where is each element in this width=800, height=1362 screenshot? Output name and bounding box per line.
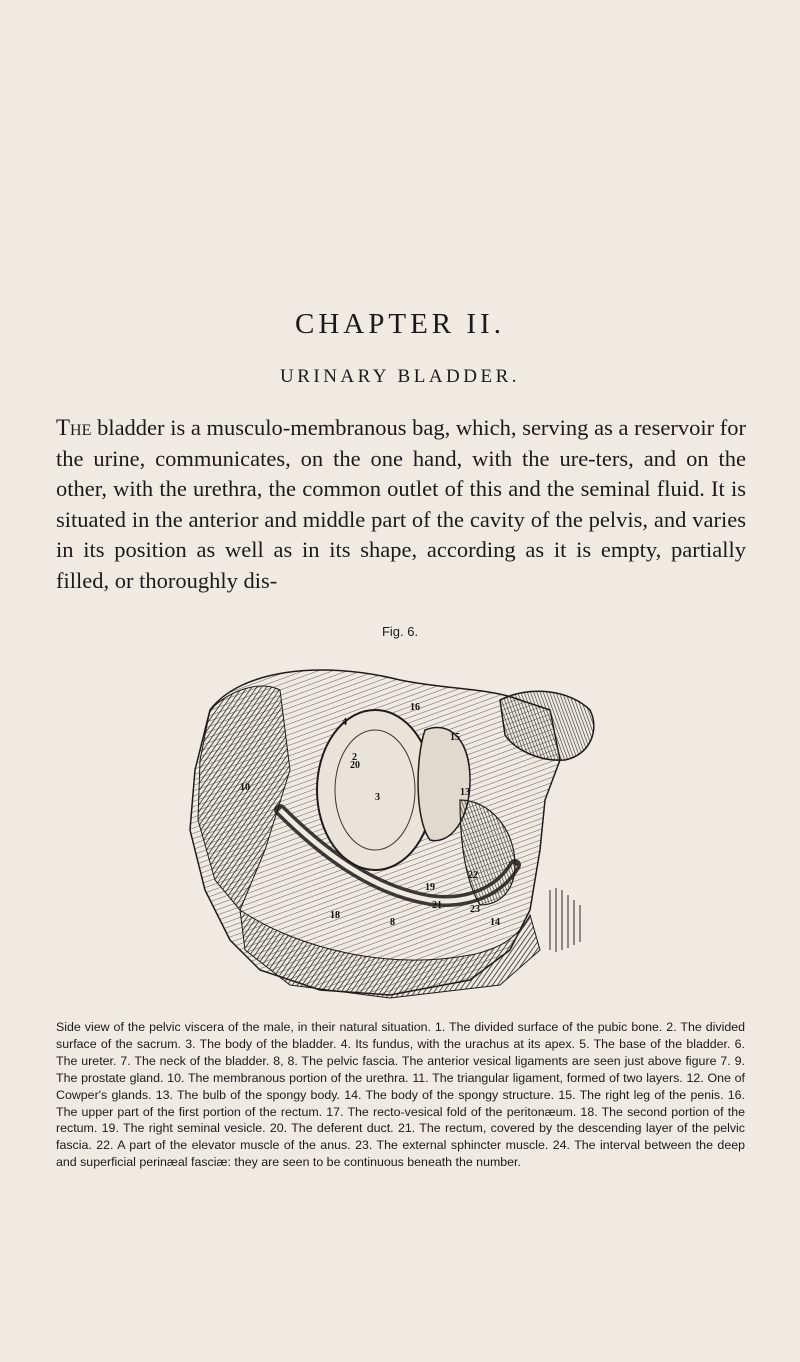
fig-number: 8 — [390, 917, 395, 928]
fig-number: 2 — [352, 752, 357, 763]
fig-number: 20 — [350, 760, 360, 771]
figure-label: Fig. 6. — [381, 624, 419, 639]
fig-number: 21 — [432, 900, 442, 911]
bladder-body — [317, 710, 433, 870]
fig-number: 15 — [450, 732, 460, 743]
fig-number: 19 — [425, 882, 435, 893]
fig-number: 13 — [460, 787, 470, 798]
chapter-heading: CHAPTER II. — [295, 308, 505, 340]
chapter-title: URINARY BLADDER. — [279, 366, 521, 387]
muscle-fibers — [550, 888, 580, 952]
lead-word: The — [56, 415, 92, 440]
fig-number: 14 — [490, 917, 500, 928]
fig-number: 16 — [410, 702, 420, 713]
fig-number: 10 — [240, 782, 250, 793]
fig-number: 3 — [375, 792, 380, 803]
fig-number: 4 — [342, 717, 347, 728]
fig-number: 22 — [468, 870, 478, 881]
anatomical-illustration — [170, 650, 610, 1005]
body-paragraph — [56, 413, 746, 596]
figure-caption: Side view of the pelvic viscera of the male, in their natural situation. 1. The divided surface of the pubic bone. 2. The divided surface of the sacrum. 3. The body of the bladder. 4. Its fundus, with the urachus at its apex. 5. The base of the bladder. 6. The ureter. 7. The neck of the bladder. 8, 8. The pelvic fascia. The anterior vesical ligaments are seen just above figure 7. 9. The prostate gland. 10. The membranous portion of the urethra. 11. The triangular ligament, formed of two layers. 12. One of Cowper's glands. 13. The bulb of the spongy body. 14. The body of the spongy structure. 15. The right leg of the penis. 16. The upper part of the first portion of the rectum. 17. The recto-vesical fold of the peritonæum. 18. The second portion of the rectum. 19. The right seminal vesicle. 20. The deferent duct. 21. The rectum, covered by the descending layer of the pelvic fascia. 22. A part of the elevator muscle of the anus. 23. The external sphincter muscle. 24. The interval between the deep and superficial perinæal fasciæ: they are seen to be continuous beneath the number. — [56, 1020, 745, 1170]
fig-number: 18 — [330, 910, 340, 921]
fig-number: 23 — [470, 904, 480, 915]
paragraph-text: bladder is a musculo-membranous bag, which, serving as a reservoir for the urine, communicates, on the one hand, with the ure-ters, and on the other, with the urethra, the common outlet of this and the seminal fluid. It is situated in the anterior and middle part of the cavity of the pelvis, and varies in its position as well as in its shape, according as it is empty, partially filled, or thoroughly dis- — [56, 415, 747, 593]
